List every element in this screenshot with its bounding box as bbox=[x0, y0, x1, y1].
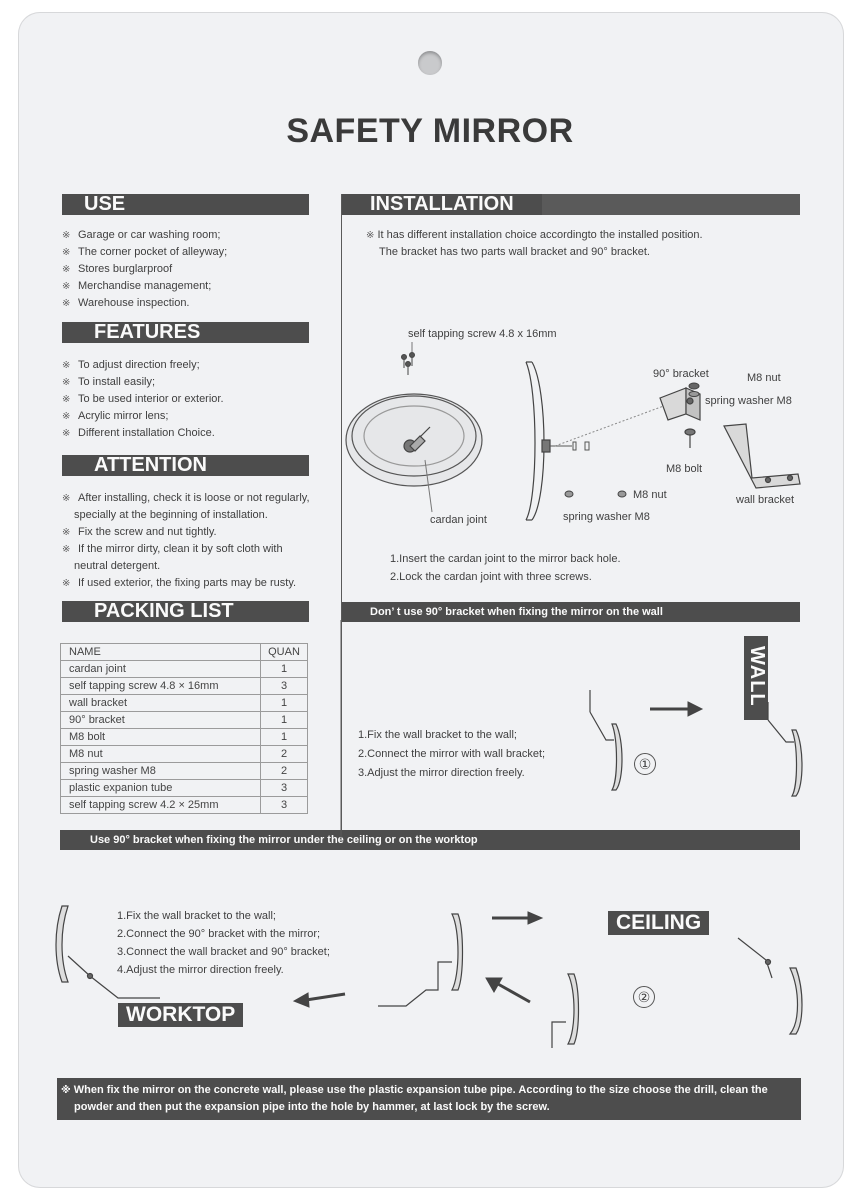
label-spring-washer-top: spring washer M8 bbox=[705, 395, 792, 407]
asterism-icon: ※ bbox=[62, 493, 71, 504]
arrow-right-icon bbox=[492, 912, 542, 924]
ceiling-step-3: 3.Connect the wall bracket and 90° bracket; bbox=[117, 946, 330, 958]
wall-mount-diagram-2 bbox=[768, 702, 802, 796]
asterism-icon: ※ bbox=[62, 360, 71, 371]
mirror-top-view bbox=[346, 394, 482, 486]
asterism-icon: ※ bbox=[62, 411, 71, 422]
list-item: ※ Fix the screw and nut tightly. bbox=[62, 524, 310, 541]
wall-banner: Don’ t use 90° bracket when fixing the mirror on the wall bbox=[342, 602, 800, 622]
asterism-icon: ※ bbox=[62, 281, 71, 292]
wall-step-1: 1.Fix the wall bracket to the wall; bbox=[358, 729, 517, 741]
list-item: ※ Warehouse inspection. bbox=[62, 295, 227, 312]
asterism-icon: ※ bbox=[62, 578, 71, 589]
assembly-diagram-2 bbox=[552, 974, 579, 1048]
wall-mount-diagram-1 bbox=[590, 690, 622, 790]
asterism-icon: ※ bbox=[62, 428, 71, 439]
arrow-up-left-icon bbox=[486, 978, 530, 1002]
asterism-icon: ※ bbox=[62, 544, 71, 555]
step-number-2: ② bbox=[633, 986, 655, 1008]
wall-bracket-icon bbox=[724, 424, 800, 488]
asterism-icon: ※ bbox=[62, 527, 71, 538]
installation-step-2: 2.Lock the cardan joint with three screws. bbox=[390, 571, 592, 583]
screw-icon bbox=[402, 353, 415, 376]
note-line-2: powder and then put the expansion pipe into the hole by hammer, at last lock by the screw. bbox=[74, 1101, 550, 1113]
assembly-diagram-1 bbox=[378, 914, 463, 1006]
list-item: ※ Acrylic mirror lens; bbox=[62, 408, 224, 425]
list-item: ※ If used exterior, the fixing parts may be rusty. bbox=[62, 575, 310, 592]
label-m8-nut-top: M8 nut bbox=[747, 372, 781, 384]
ceiling-step-4: 4.Adjust the mirror direction freely. bbox=[117, 964, 284, 976]
wall-step-2: 2.Connect the mirror with wall bracket; bbox=[358, 748, 546, 760]
column-header-quantity: QUAN bbox=[261, 644, 308, 661]
asterism-icon: ※ bbox=[366, 230, 375, 241]
label-90-bracket: 90° bracket bbox=[653, 368, 709, 380]
worktop-diagram bbox=[56, 906, 160, 998]
table-row: self tapping screw 4.8 × 16mm 3 bbox=[61, 678, 308, 695]
label-m8-bolt: M8 bolt bbox=[666, 463, 703, 475]
worktop-label: WORKTOP bbox=[118, 1003, 243, 1027]
m8-bolt-icon bbox=[685, 429, 695, 448]
right-arrow-icon bbox=[650, 702, 702, 716]
ceiling-label: CEILING bbox=[608, 911, 709, 935]
bolt-parts-icon bbox=[550, 400, 680, 450]
note-line-1: When fix the mirror on the concrete wall, please use the plastic expansion tube pipe. According to the size choose the drill, clean the bbox=[73, 1084, 768, 1096]
ceiling-step-2: 2.Connect the 90° bracket with the mirror; bbox=[117, 928, 321, 940]
mirror-side-view bbox=[526, 362, 550, 520]
list-item: ※ To adjust direction freely; bbox=[62, 357, 224, 374]
list-item: ※ To be used interior or exterior. bbox=[62, 391, 224, 408]
label-m8-nut-bottom: M8 nut bbox=[633, 489, 667, 501]
asterism-icon: ※ bbox=[62, 298, 71, 309]
asterism-icon: ※ bbox=[62, 377, 71, 388]
asterism-icon: ※ bbox=[62, 394, 71, 405]
asterism-icon: ※ bbox=[61, 1085, 71, 1096]
label-wall-bracket: wall bracket bbox=[736, 494, 795, 506]
loose-parts-icon bbox=[565, 491, 626, 497]
label-cardan-joint: cardan joint bbox=[430, 514, 487, 526]
table-row: M8 bolt 1 bbox=[61, 729, 308, 746]
asterism-icon: ※ bbox=[62, 247, 71, 258]
list-item: ※ The corner pocket of alleyway; bbox=[62, 244, 227, 261]
installation-heading: INSTALLATION bbox=[370, 193, 514, 215]
list-item: ※ Garage or car washing room; bbox=[62, 227, 227, 244]
label-self-tapping-screw: self tapping screw 4.8 x 16mm bbox=[408, 328, 557, 340]
list-item: ※ To install easily; bbox=[62, 374, 224, 391]
ceiling-diagram bbox=[738, 938, 802, 1034]
asterism-icon: ※ bbox=[62, 264, 71, 275]
arrow-left-icon bbox=[294, 993, 345, 1007]
ceiling-step-1: 1.Fix the wall bracket to the wall; bbox=[117, 910, 276, 922]
list-item: ※ Different installation Choice. bbox=[62, 425, 224, 442]
installation-step-1: 1.Insert the cardan joint to the mirror back hole. bbox=[390, 553, 621, 565]
table-row: spring washer M8 2 bbox=[61, 763, 308, 780]
packing-list-heading: PACKING LIST bbox=[94, 600, 234, 622]
wall-step-3: 3.Adjust the mirror direction freely. bbox=[358, 767, 525, 779]
table-row: M8 nut 2 bbox=[61, 746, 308, 763]
table-row: cardan joint 1 bbox=[61, 661, 308, 678]
step-number-1: ① bbox=[634, 753, 656, 775]
ceiling-banner: Use 90° bracket when fixing the mirror under the ceiling or on the worktop bbox=[60, 830, 800, 850]
table-row: 90° bracket 1 bbox=[61, 712, 308, 729]
table-row: plastic expanion tube 3 bbox=[61, 780, 308, 797]
list-item: ※ Stores burglarproof bbox=[62, 261, 227, 278]
installation-intro: ※ It has different installation choice accordingto the installed position. The bracket has two parts wall bracket and 90° bracket. bbox=[366, 229, 703, 258]
page-title: SAFETY MIRROR bbox=[286, 112, 574, 150]
table-row: self tapping screw 4.2 × 25mm 3 bbox=[61, 797, 308, 814]
list-item: ※ If the mirror dirty, clean it by soft cloth with neutral detergent. bbox=[62, 543, 283, 572]
features-heading: FEATURES bbox=[94, 321, 201, 343]
list-item: ※ Merchandise management; bbox=[62, 278, 227, 295]
asterism-icon: ※ bbox=[62, 230, 71, 241]
wall-label: WALL bbox=[744, 636, 768, 720]
list-item: ※ After installing, check it is loose or not regularly, specially at the beginning of installation. bbox=[62, 492, 310, 521]
attention-heading: ATTENTION bbox=[94, 454, 207, 476]
use-heading: USE bbox=[84, 193, 126, 215]
table-row: wall bracket 1 bbox=[61, 695, 308, 712]
label-spring-washer-bottom: spring washer M8 bbox=[563, 511, 650, 523]
column-header-name: NAME bbox=[61, 644, 261, 661]
